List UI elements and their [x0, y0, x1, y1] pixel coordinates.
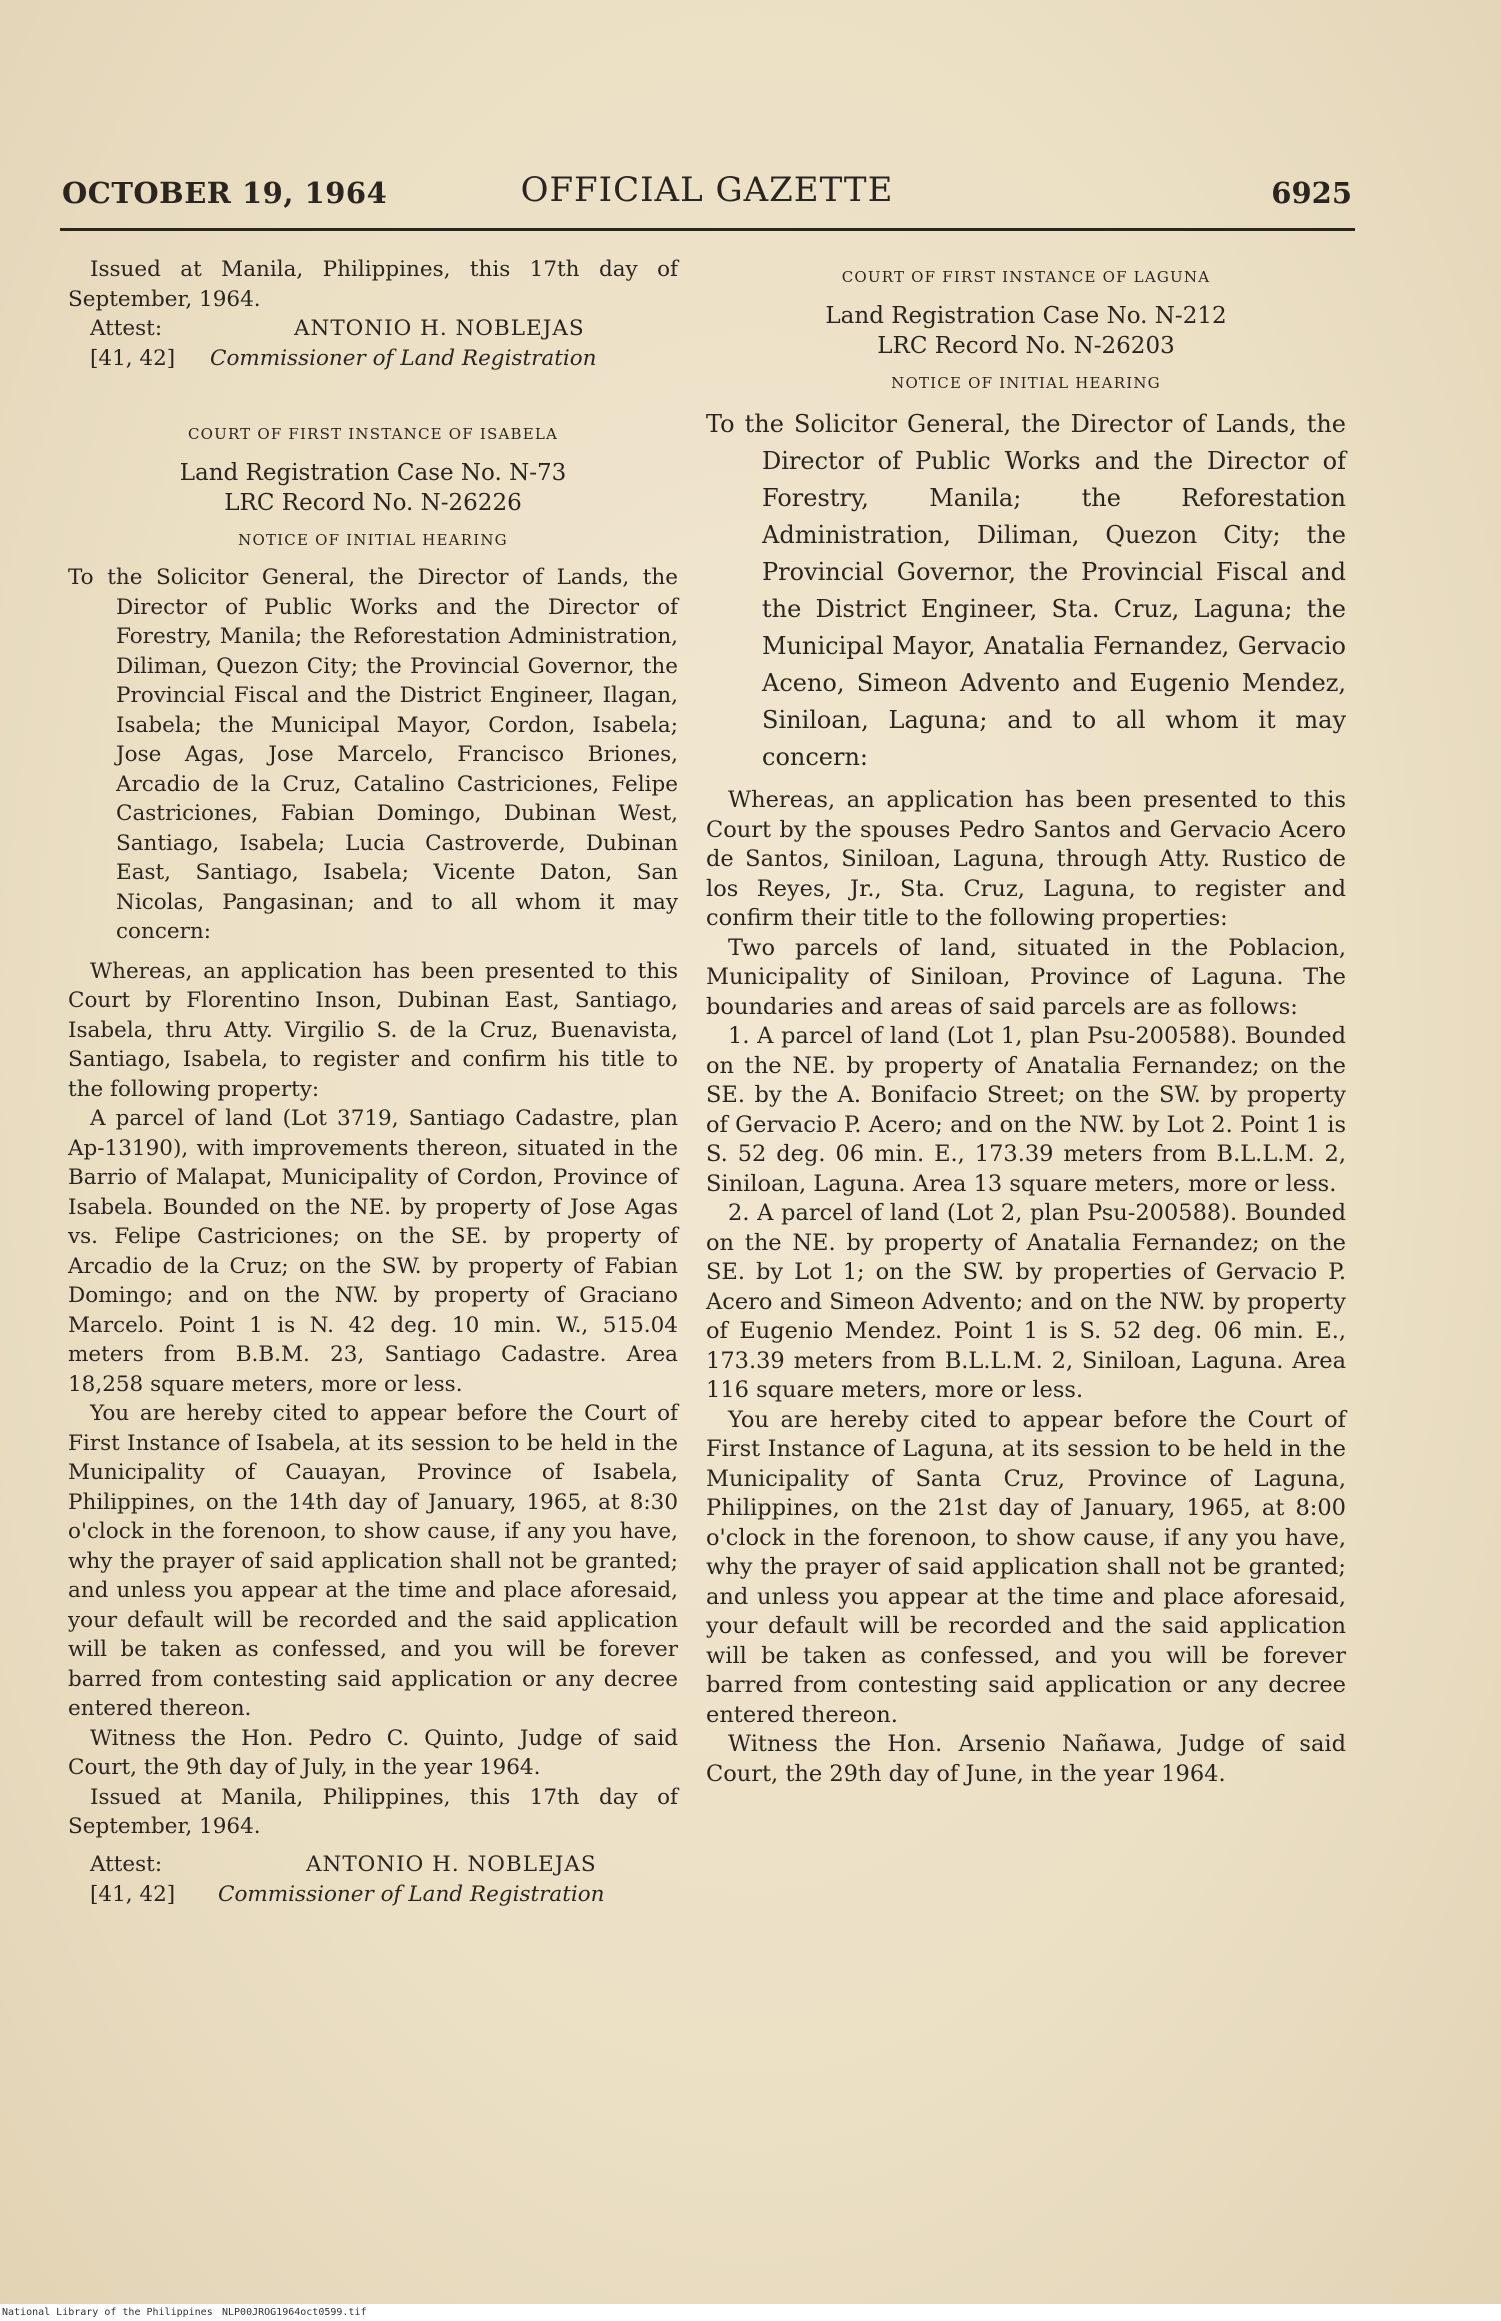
salutation-laguna: To the Solicitor General, the Director of Lands, the Director of Public Works and the Director of Forestry, Manila; the Reforestation Administration, Diliman, Quezon City; the Provincial Governor, the Provincial Fiscal and the District Engineer, Sta. Cruz, Laguna; the Municipal Mayor, Anatalia Fernandez, Gervacio Aceno, Simeon Advento and Eugenio Mendez, Siniloan, Laguna; and to all whom it may concern: [706, 410, 1346, 771]
right-column [706, 255, 1346, 1789]
prev-attest-label: Attest: [90, 316, 163, 341]
header-date: OCTOBER 19, 1964 [62, 176, 388, 210]
scan-footer [0, 2304, 1501, 2321]
para-whereas: Whereas, an application has been presented to this Court by Florentino Inson, Dubinan East, Santiago, Isabela, thru Atty. Virgilio S. de la Cruz, Buenavista, Santiago, Isabela, to register and confirm his title to the following property: [68, 958, 678, 1102]
left-column [68, 255, 678, 1910]
prev-office-row [68, 344, 678, 374]
footer-library: National Library of the Philippines [2, 2307, 213, 2318]
para-cited-laguna: You are hereby cited to appear before the Court of First Instance of Laguna, at its session to be held in the Municipality of Santa Cruz, Province of Laguna, Philippines, on the 21st day of January, 1965, at 8:00 o'clock in the forenoon, to show cause, if any you have, why the prayer of said application shall not be granted; and unless you appear at the time and place aforesaid, your default will be recorded and the said application will be taken as confessed, and you will be forever barred from contesting said application or any decree entered thereon. [706, 1406, 1346, 1728]
para-whereas-laguna: Whereas, an application has been presented to this Court by the spouses Pedro Santos and Gervacio Acero de Santos, Siniloan, Laguna, through Atty. Rustico de los Reyes, Jr., Sta. Cruz, Laguna, to register and confirm their title to the following properties: [706, 787, 1346, 931]
header-page-number: 6925 [1271, 176, 1352, 210]
court-heading-laguna: COURT OF FIRST INSTANCE OF LAGUNA [841, 268, 1211, 286]
notice-heading-laguna: NOTICE OF INITIAL HEARING [891, 373, 1161, 392]
office-row [68, 1880, 678, 1910]
para-parcel: A parcel of land (Lot 3719, Santiago Cadastre, plan Ap-13190), with improvements thereon, situated in the Barrio of Malapat, Municipality of Cordon, Province of Isabela. Bounded on the NE. by property of Jose Agas vs. Felipe Castriciones; on the SE. by property of Arcadio de la Cruz; on the SW. by property of Fabian Domingo; and on the NW. by property of Graciano Marcelo. Point 1 is N. 42 deg. 10 min. W., 515.04 meters from B.B.M. 23, Santiago Cadastre. Area 18,258 square meters, more or less. [68, 1106, 678, 1397]
record-number: LRC Record No. N-26226 [224, 489, 522, 516]
para-parcel-2: 2. A parcel of land (Lot 2, plan Psu-200588). Bounded on the NE. by property of Anatalia Fernandez; on the SE. by Lot 1; on the SW. by properties of Gervacio P. Acero and Simeon Advento; and on the NW. by property of Eugenio Mendez. Point 1 is S. 52 deg. 06 min. E., 173.39 meters from B.L.L.M. 2, Siniloan, Laguna. Area 116 square meters, more or less. [706, 1200, 1346, 1403]
para-issued: Issued at Manila, Philippines, this 17th day of September, 1964. [68, 1784, 678, 1839]
prev-ref: [41, 42] [90, 346, 176, 371]
signatory: ANTONIO H. NOBLEJAS [306, 1851, 597, 1877]
prev-issued: Issued at Manila, Philippines, this 17th day of September, 1964. [68, 257, 678, 312]
para-witness-laguna: Witness the Hon. Arsenio Nañawa, Judge of said Court, the 29th day of June, in the year 1964. [706, 1731, 1346, 1787]
para-witness: Witness the Hon. Pedro C. Quinto, Judge of said Court, the 9th day of July, in the year 1964. [68, 1725, 678, 1780]
ref: [41, 42] [90, 1881, 176, 1907]
prev-signatory: ANTONIO H. NOBLEJAS [294, 316, 585, 341]
salutation: To the Solicitor General, the Director of Lands, the Director of Public Works and the Director of Forestry, Manila; the Reforestation Administration, Diliman, Quezon City; the Provincial Governor, the Provincial Fiscal and the District Engineer, Ilagan, Isabela; the Municipal Mayor, Cordon, Isabela; Jose Agas, Jose Marcelo, Francisco Briones, Arcadio de la Cruz, Catalino Castriciones, Felipe Castriciones, Fabian Domingo, Dubinan West, Santiago, Isabela; Lucia Castroverde, Dubinan East, Santiago, Isabela; Vicente Daton, San Nicolas, Pangasinan; and to all whom it may concern: [68, 565, 678, 944]
court-heading: COURT OF FIRST INSTANCE OF ISABELA [187, 425, 559, 443]
para-cited: You are hereby cited to appear before the Court of First Instance of Isabela, at its session to be held in the Municipality of Cauayan, Province of Isabela, Philippines, on the 14th day of January, 1965, at 8:30 o'clock in the forenoon, to show cause, if any you have, why the prayer of said application shall not be granted; and unless you appear at the time and place aforesaid, your default will be recorded and the said application will be taken as confessed, and you will be forever barred from contesting said application or any decree entered thereon. [68, 1401, 678, 1721]
prev-office: Commissioner of Land Registration [210, 346, 597, 371]
prev-attest-row [68, 314, 678, 344]
attest-row [68, 1850, 678, 1880]
notice-heading: NOTICE OF INITIAL HEARING [238, 530, 508, 549]
footer-filename: NLP00JROG1964oct0599.tif [222, 2307, 367, 2318]
case-number: Land Registration Case No. N-73 [179, 459, 567, 486]
office: Commissioner of Land Registration [218, 1881, 605, 1907]
header-title: OFFICIAL GAZETTE [520, 170, 894, 210]
header-rule [60, 228, 1355, 231]
record-number-laguna: LRC Record No. N-26203 [877, 332, 1175, 359]
para-parcel-1: 1. A parcel of land (Lot 1, plan Psu-200588). Bounded on the NE. by property of Anatalia Fernandez; on the SE. by the A. Bonifacio Street; on the SW. by property of Gervacio P. Acero; and on the NW. by Lot 2. Point 1 is S. 52 deg. 06 min. E., 173.39 meters from B.L.L.M. 2, Siniloan, Laguna. Area 13 square meters, more or less. [706, 1023, 1346, 1197]
case-number-laguna: Land Registration Case No. N-212 [825, 302, 1227, 329]
page-header [62, 170, 1352, 220]
para-two-parcels: Two parcels of land, situated in the Poblacion, Municipality of Siniloan, Province of Laguna. The boundaries and areas of said parcels are as follows: [706, 934, 1346, 1020]
attest-label: Attest: [90, 1851, 163, 1877]
